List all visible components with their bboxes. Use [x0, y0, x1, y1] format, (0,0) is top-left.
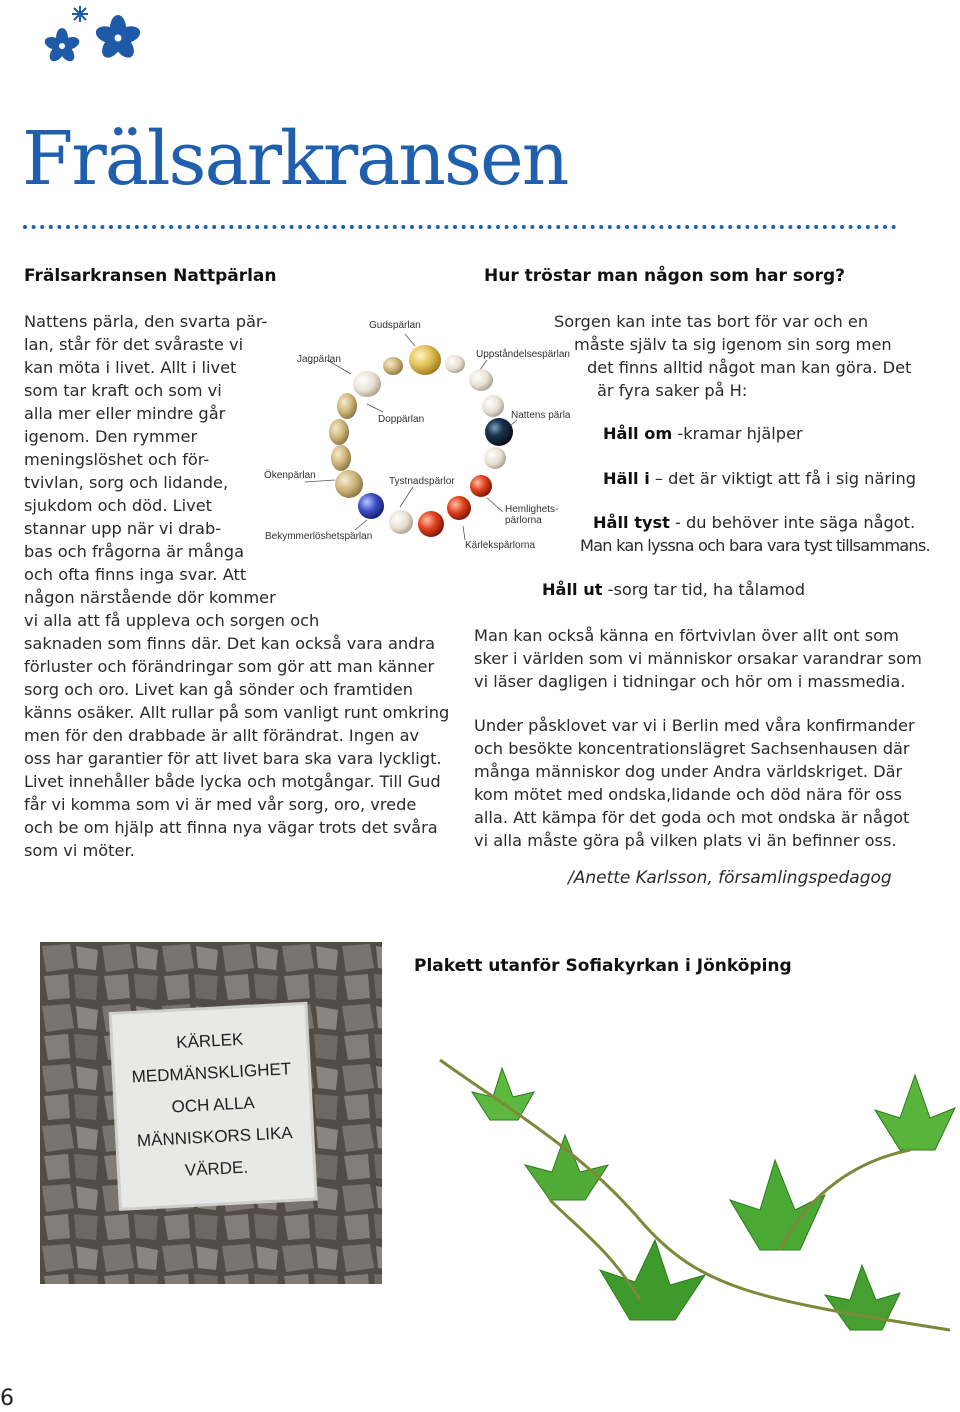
paragraph-berlin [474, 714, 914, 856]
paragraph-world [474, 624, 922, 696]
body-line: sorg och oro. Livet kan gå sönder och framtiden [24, 680, 413, 699]
h-item-text: – det är viktigt att få i sig näring [649, 469, 917, 488]
page-number: 6 [0, 1386, 14, 1411]
body-line: alla mer eller mindre går [24, 404, 226, 423]
h-item [580, 536, 930, 555]
bead-label: Kärlekspärlorna [465, 540, 536, 551]
body-line: kom mötet med ondska,lidande och död nära för oss [474, 785, 902, 804]
body-line: men för den drabbade är allt förändrat. Ingen av [24, 726, 420, 745]
body-line: vi alla att få uppleva och sorgen och [24, 611, 320, 630]
body-line: Livet innehåller både lycka och motgångar. Till Gud [24, 772, 441, 791]
h-item-text: -sorg tar tid, ha tålamod [602, 580, 806, 599]
bead-label: Doppärlan [378, 414, 425, 425]
plaque-text: MEDMÄNSKLIGHET [131, 1059, 292, 1087]
body-line: många människor dog under Andra världskriget. Där [474, 762, 903, 781]
body-line: och besökte koncentrationslägret Sachsenhausen där [474, 739, 910, 758]
body-line: igenom. Den rymmer [24, 427, 198, 446]
dotted-divider [22, 224, 902, 230]
body-line: och be om hjälp att finna nya vägar trots det svåra [24, 818, 438, 837]
bead-label: Jagpärlan [297, 354, 341, 365]
bead-label: Hemlighets- [505, 504, 559, 515]
body-line: vi alla måste göra på vilken plats vi än befinner oss. [474, 831, 897, 850]
body-line: Nattens pärla, den svarta pär- [24, 312, 268, 331]
h-item [603, 424, 803, 443]
body-line: någon närstående dör kommer [24, 588, 276, 607]
body-line: sker i världen som vi människor orsakar varandrar som [474, 649, 922, 668]
bead-label: Tystnadspärlor [389, 476, 455, 487]
body-line: lan, står för det svåraste vi [24, 335, 244, 354]
plaque-text: OCH ALLA [171, 1093, 256, 1117]
body-line: Sorgen kan inte tas bort för var och en [554, 312, 869, 331]
bead-label: Gudspärlan [369, 320, 421, 331]
body-line: kan möta i livet. Allt i livet [24, 358, 237, 377]
bead-label: pärlorna [505, 515, 542, 526]
body-line: oss har garantier för att livet bara ska vara lyckligt. [24, 749, 442, 768]
body-line: är fyra saker på H: [597, 381, 748, 400]
page-title: Frälsarkransen [22, 116, 568, 202]
body-line: Under påsklovet var vi i Berlin med våra konfirmander [474, 716, 915, 735]
plaque-text: KÄRLEK [175, 1029, 244, 1053]
h-item [603, 469, 916, 488]
left-heading: Frälsarkransen Nattpärlan [24, 266, 277, 286]
intro-paragraph [540, 310, 912, 410]
bead-label: Uppståndelsespärlan [476, 349, 570, 360]
body-line: alla. Att kämpa för det goda och mot ondska är något [474, 808, 910, 827]
ivy-leaves-image [430, 1000, 960, 1360]
h-item-bold: Håll om [603, 424, 673, 443]
bead-label: Bekymmerlöshetspärlan [265, 531, 373, 542]
plaque-photo [40, 942, 382, 1284]
h-item-text: -kramar hjälper [672, 424, 803, 443]
h-item-text: Man kan lyssna och bara vara tyst tillsammans. [580, 536, 930, 555]
bead-wreath-diagram [255, 312, 585, 552]
h-item-text: - du behöver inte säga något. [669, 513, 916, 532]
body-line: får vi komma som vi är med vår sorg, oro, vrede [24, 795, 417, 814]
body-line: det finns alltid något man kan göra. Det [587, 358, 912, 377]
plaque-text: MÄNNISKORS LIKA [136, 1123, 294, 1151]
body-line: stannar upp när vi drab- [24, 519, 222, 538]
body-line: vi läser dagligen i tidningar och hör om i massmedia. [474, 672, 906, 691]
body-line: förluster och förändringar som gör att man känner [24, 657, 435, 676]
body-line: saknaden som finns där. Det kan också vara andra [24, 634, 436, 653]
h-item [542, 580, 805, 599]
body-line: sjukdom och död. Livet [24, 496, 213, 515]
body-line: som vi möter. [24, 841, 135, 860]
signature: /Anette Karlsson, församlingspedagog [568, 868, 892, 888]
body-line: måste själv ta sig igenom sin sorg men [574, 335, 892, 354]
h-item-bold: Håll ut [542, 580, 603, 599]
body-line: Man kan också känna en förtvivlan över allt ont som [474, 626, 899, 645]
body-line: bas och frågorna är många [24, 542, 244, 561]
body-line: som tar kraft och som vi [24, 381, 222, 400]
bead-label: Nattens pärla [511, 410, 571, 421]
right-heading: Hur tröstar man någon som har sorg? [484, 266, 846, 286]
h-item-bold: Håll tyst [593, 513, 670, 532]
plaque-text: VÄRDE. [184, 1157, 249, 1180]
body-line: och ofta finns inga svar. Att [24, 565, 247, 584]
h-item [593, 513, 915, 532]
flower-icon [40, 4, 150, 66]
photo-caption: Plakett utanför Sofiakyrkan i Jönköping [414, 956, 792, 976]
body-line: tvivlan, sorg och lidande, [24, 473, 229, 492]
bead-label: Ökenpärlan [264, 470, 316, 481]
body-line: meningslöshet och för- [24, 450, 210, 469]
body-line: känns osäker. Allt rullar på som vanligt runt omkring [24, 703, 450, 722]
h-item-bold: Häll i [603, 469, 650, 488]
